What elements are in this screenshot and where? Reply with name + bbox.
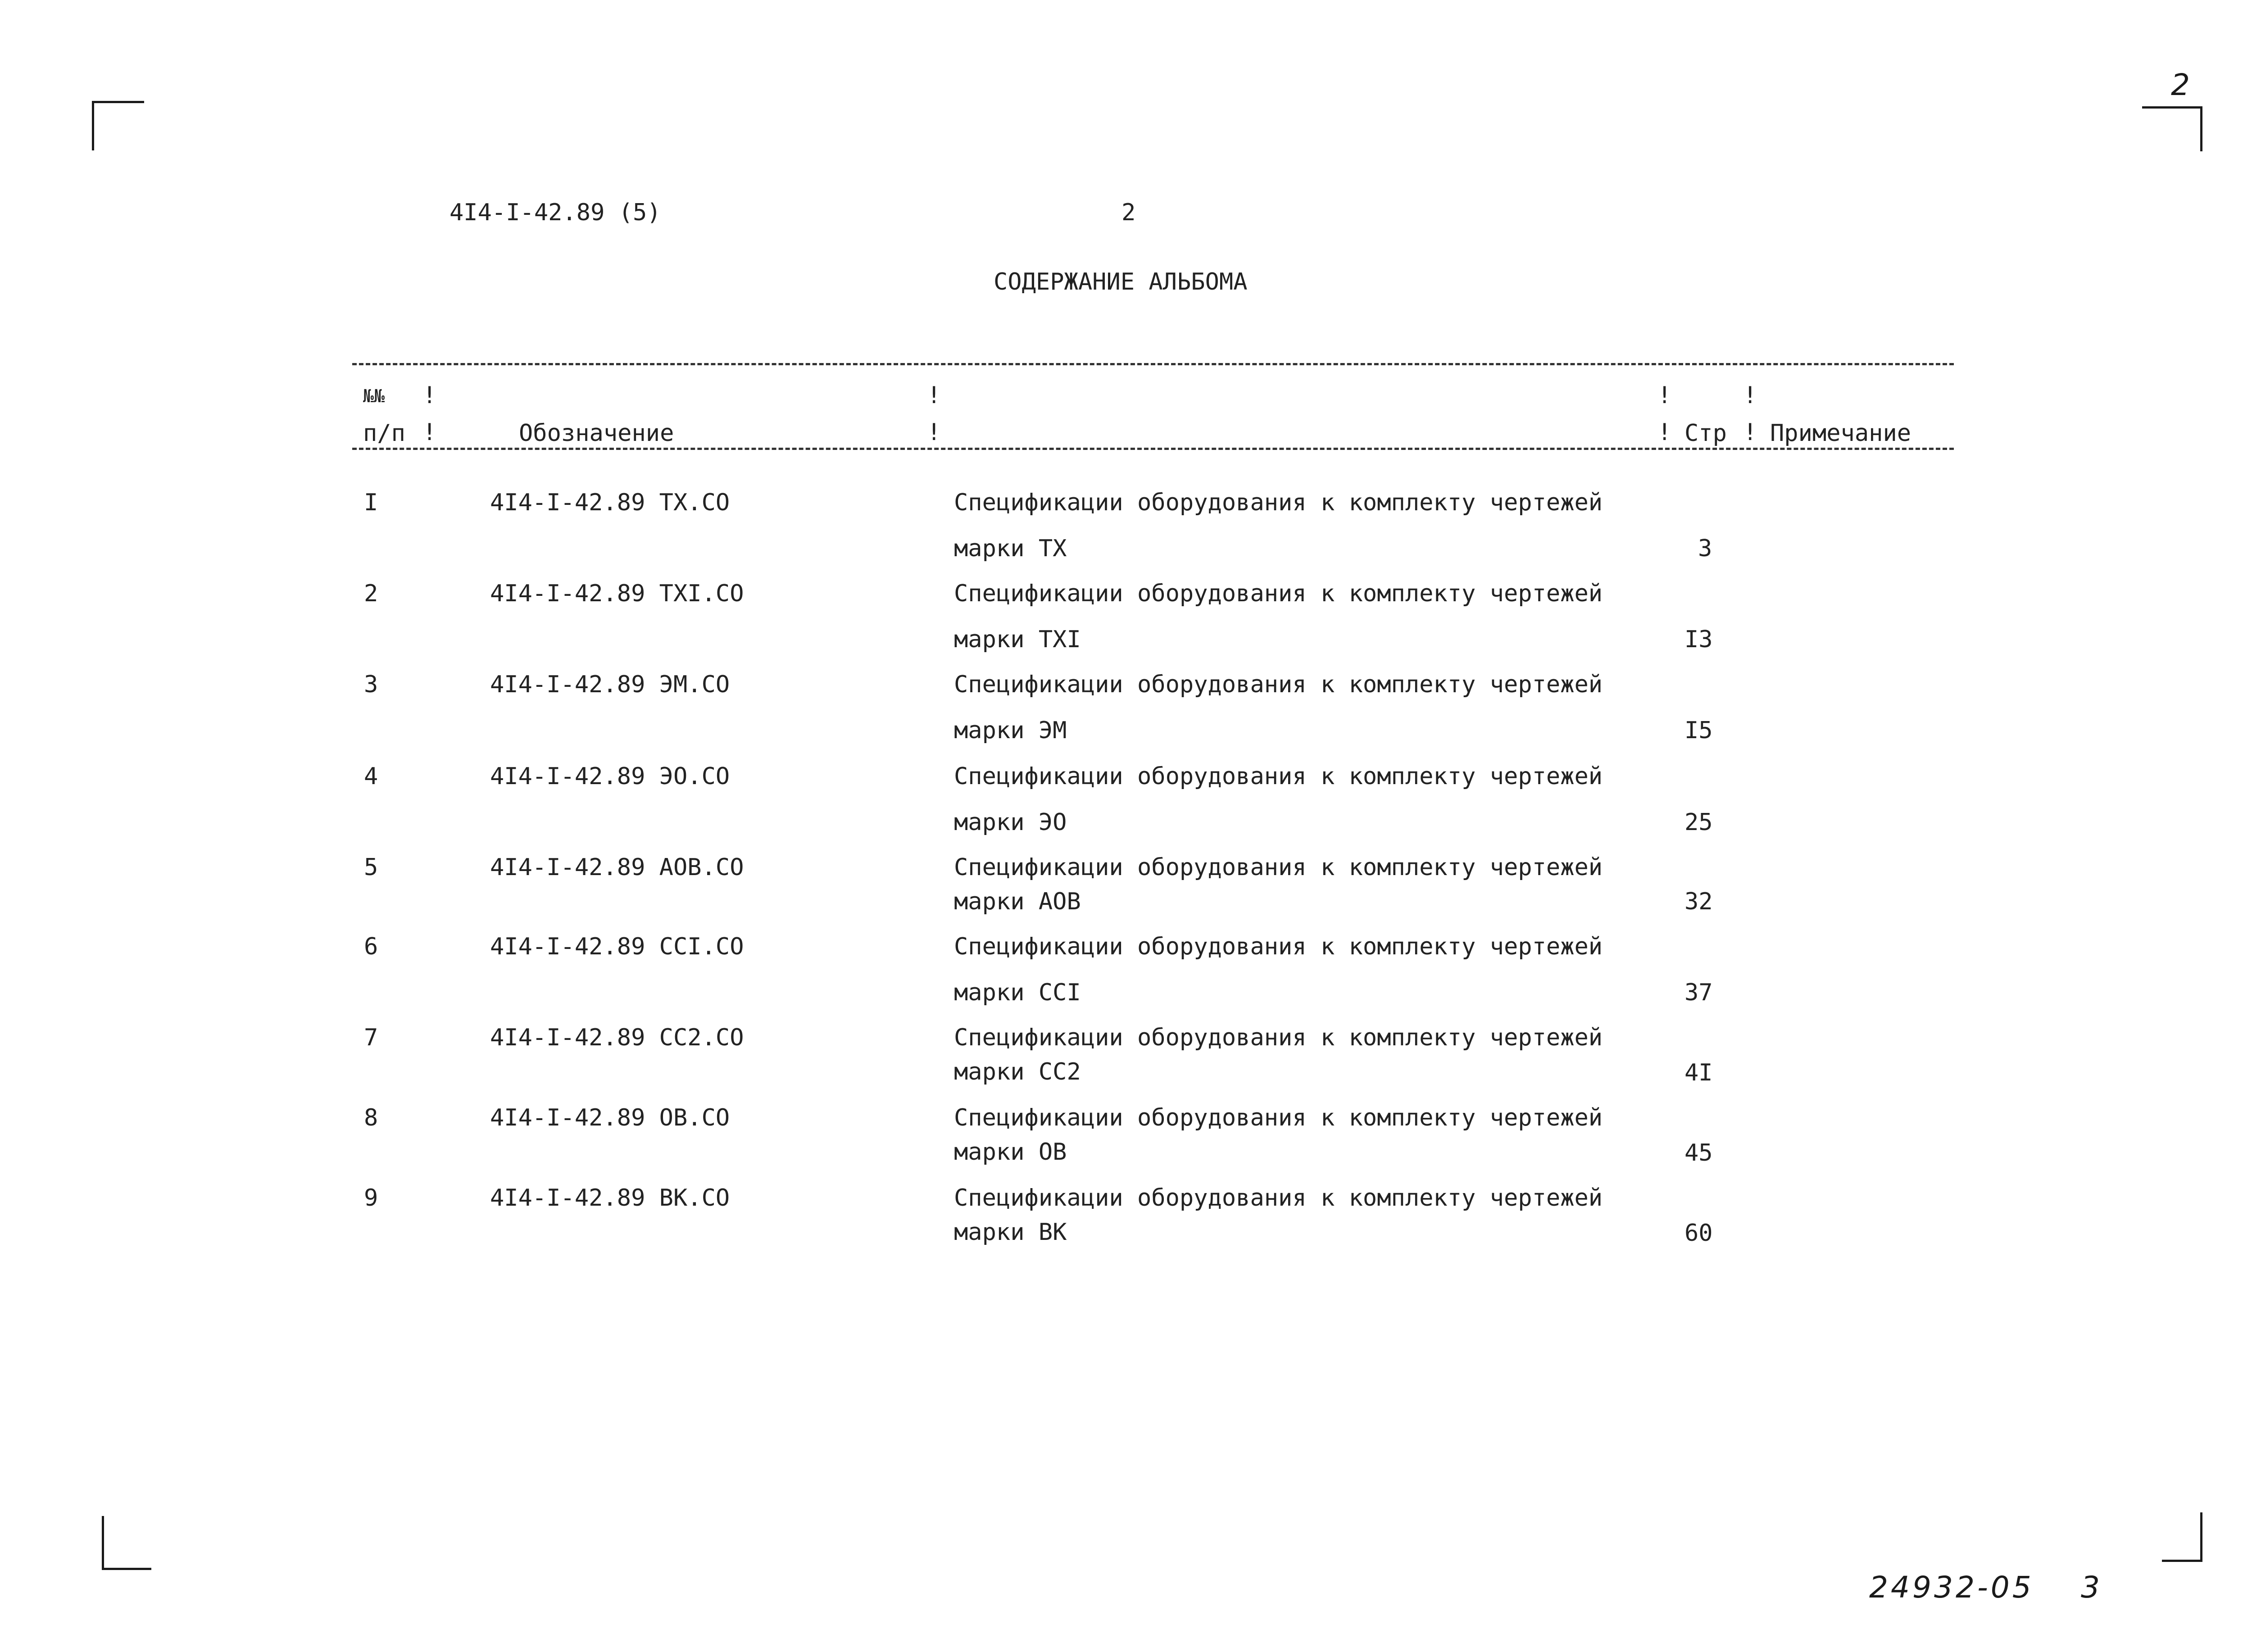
row-page: 32 xyxy=(1684,888,1713,915)
row-number: 7 xyxy=(364,1024,378,1051)
row-description-mark: марки CCI xyxy=(954,979,1081,1006)
crop-mark-top-left-h xyxy=(92,101,144,103)
page-title: СОДЕРЖАНИЕ АЛЬБОМА xyxy=(994,268,1248,295)
row-description: Спецификации оборудования к комплекту чертежей xyxy=(954,1185,1603,1212)
separator: ! xyxy=(422,419,437,446)
row-page: 37 xyxy=(1684,979,1713,1006)
row-description-mark: марки CC2 xyxy=(954,1058,1081,1085)
row-description: Спецификации оборудования к комплекту чертежей xyxy=(954,763,1603,790)
row-description: Спецификации оборудования к комплекту чертежей xyxy=(954,854,1603,881)
row-designation: 4I4-I-42.89 CCI.CO xyxy=(490,933,744,960)
row-description-mark: марки ЭМ xyxy=(954,717,1067,744)
row-description: Спецификации оборудования к комплекту чертежей xyxy=(954,933,1603,960)
corner-page-number: 2 xyxy=(2171,68,2193,102)
table-header-rule xyxy=(352,448,1954,450)
row-page: I5 xyxy=(1684,717,1713,744)
row-designation: 4I4-I-42.89 OB.CO xyxy=(490,1104,730,1131)
separator: ! xyxy=(1657,382,1672,409)
separator: ! xyxy=(927,419,941,446)
row-designation: 4I4-I-42.89 CC2.CO xyxy=(490,1024,744,1051)
row-description-mark: марки BK xyxy=(954,1219,1067,1246)
crop-mark-bottom-right-v xyxy=(2200,1512,2202,1562)
separator: ! xyxy=(1743,419,1757,446)
row-description: Спецификации оборудования к комплекту чертежей xyxy=(954,671,1603,698)
row-number: 4 xyxy=(364,763,378,790)
row-number: 5 xyxy=(364,854,378,881)
crop-mark-bottom-left-v xyxy=(102,1516,104,1570)
row-page: 25 xyxy=(1684,809,1713,836)
row-designation: 4I4-I-42.89 BK.CO xyxy=(490,1185,730,1212)
header-page-number: 2 xyxy=(1121,199,1136,226)
row-number: 3 xyxy=(364,671,378,698)
col-designation: Обозначение xyxy=(519,420,674,447)
row-designation: 4I4-I-42.89 ЭO.CO xyxy=(490,763,730,790)
col-note: Примечание xyxy=(1770,420,1911,447)
row-designation: 4I4-I-42.89 TXI.CO xyxy=(490,580,744,607)
row-number: 8 xyxy=(364,1104,378,1131)
row-description-mark: марки TXI xyxy=(954,626,1081,653)
row-designation: 4I4-I-42.89 ЭМ.CO xyxy=(490,671,730,698)
row-description: Спецификации оборудования к комплекту чертежей xyxy=(954,489,1603,516)
col-num-top: №№ xyxy=(363,386,385,407)
separator: ! xyxy=(422,382,437,409)
row-description-mark: марки AOB xyxy=(954,888,1081,915)
row-page: 4I xyxy=(1684,1059,1713,1086)
row-page: 3 xyxy=(1698,535,1712,562)
row-page: 45 xyxy=(1684,1139,1713,1166)
row-number: 6 xyxy=(364,933,378,960)
row-description-mark: марки TX xyxy=(954,535,1067,562)
crop-mark-top-right-h xyxy=(2142,106,2202,109)
separator: ! xyxy=(1743,382,1757,409)
sheet-number: 3 xyxy=(2081,1570,2102,1605)
row-description: Спецификации оборудования к комплекту чертежей xyxy=(954,580,1603,607)
col-num-bottom: п/п xyxy=(363,420,405,447)
row-number: 9 xyxy=(364,1185,378,1212)
crop-mark-bottom-right-h xyxy=(2162,1560,2202,1562)
row-description: Спецификации оборудования к комплекту чертежей xyxy=(954,1104,1603,1131)
crop-mark-top-right-v xyxy=(2200,106,2202,151)
crop-mark-bottom-left-h xyxy=(102,1568,151,1570)
separator: ! xyxy=(927,382,941,409)
separator: ! xyxy=(1657,419,1672,446)
row-description: Спецификации оборудования к комплекту чертежей xyxy=(954,1024,1603,1051)
row-number: I xyxy=(364,489,378,516)
row-page: 60 xyxy=(1684,1220,1713,1247)
row-page: I3 xyxy=(1684,626,1713,653)
row-description-mark: марки ЭO xyxy=(954,809,1067,836)
row-description-mark: марки OB xyxy=(954,1139,1067,1166)
row-designation: 4I4-I-42.89 TX.CO xyxy=(490,489,730,516)
crop-mark-top-left-v xyxy=(92,101,94,150)
table-top-rule xyxy=(352,363,1954,365)
inventory-number: 24932-05 xyxy=(1869,1570,2034,1605)
document-code: 4I4-I-42.89 (5) xyxy=(449,199,661,226)
row-designation: 4I4-I-42.89 AOB.CO xyxy=(490,854,744,881)
row-number: 2 xyxy=(364,580,378,607)
col-page: Стр xyxy=(1684,420,1727,447)
